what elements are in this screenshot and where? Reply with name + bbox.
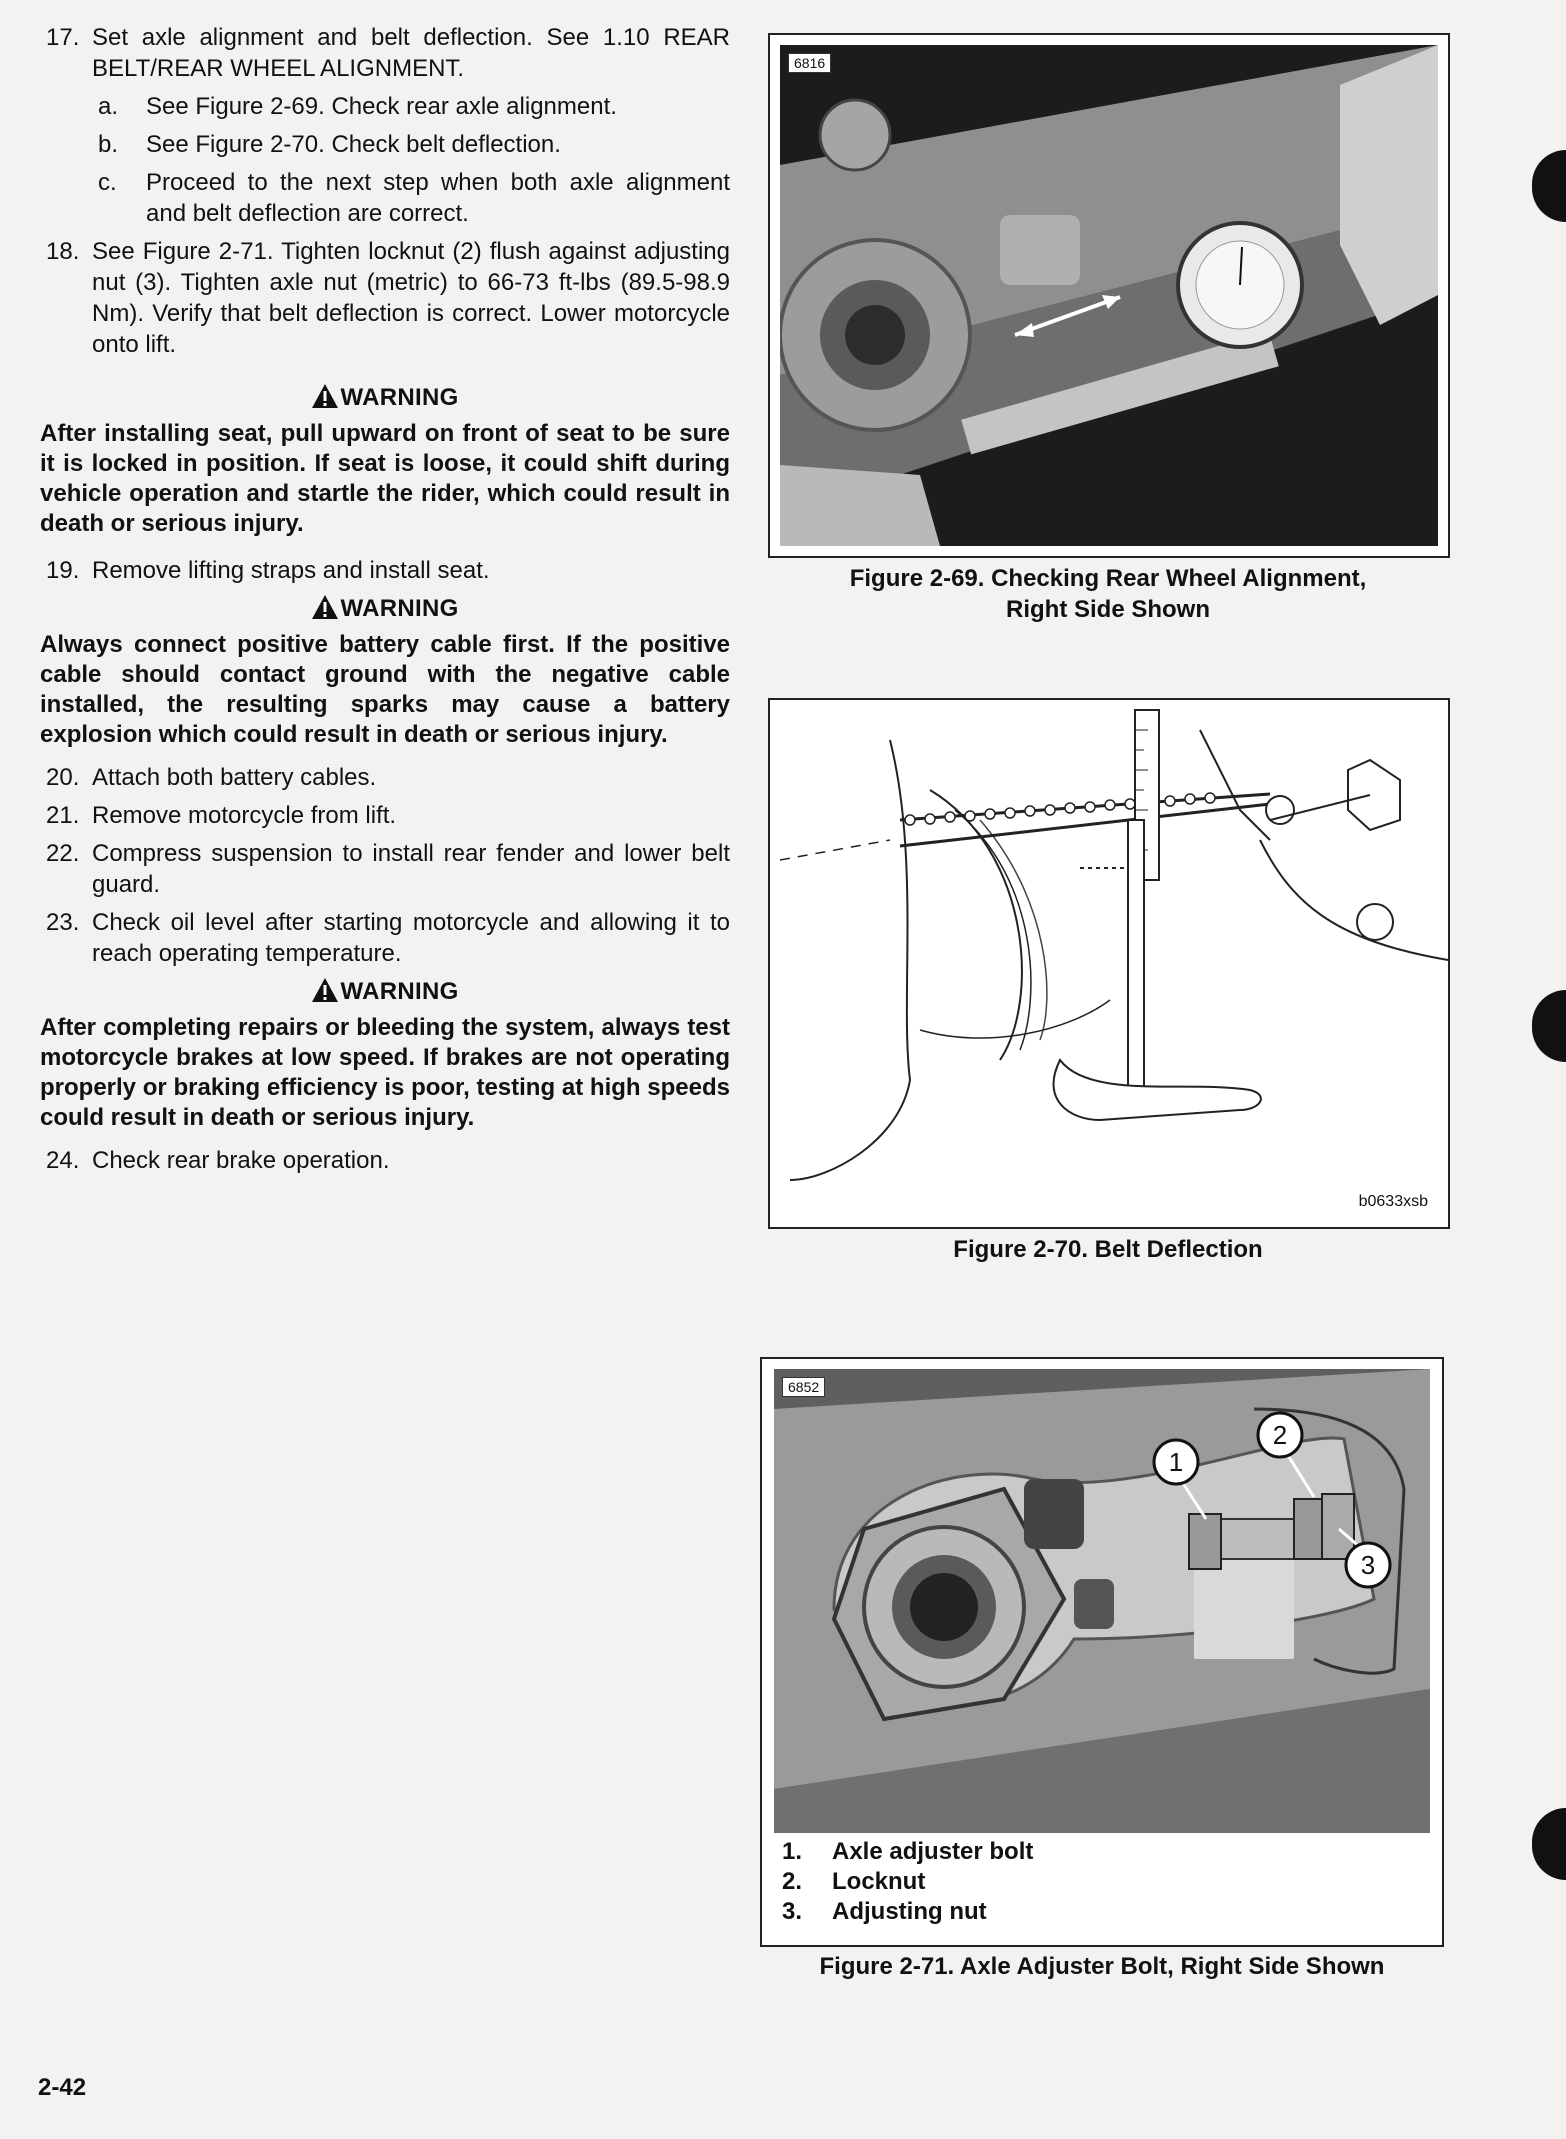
axle-adjuster-photo [774, 1369, 1430, 1833]
figure-2-69-caption: Figure 2-69. Checking Rear Wheel Alignment, Right Side Shown [849, 565, 1367, 623]
warning-text: After completing repairs or bleeding the system, always test motorcycle brakes at low speed. If brakes are not operating properly or braking efficiency is poor, testing at high speeds could result in death or serious injury. [40, 1014, 730, 1131]
figure-legend [782, 1837, 1033, 1927]
legend-item: 1. Axle adjuster bolt [782, 1838, 1034, 1865]
step-number: 20. [46, 764, 80, 791]
step-22 [40, 838, 730, 900]
step-24 [40, 1145, 730, 1176]
belt-deflection-illustration [770, 700, 1448, 1227]
warning-triangle-icon [311, 383, 339, 409]
figure-2-71-caption: Figure 2-71. Axle Adjuster Bolt, Right Side Shown [819, 1953, 1385, 1980]
substep-text: See Figure 2-69. Check rear axle alignment. [146, 93, 617, 120]
legend-item: 3. Adjusting nut [782, 1898, 987, 1925]
binder-hole-mark [1532, 1808, 1566, 1880]
substep-b [40, 129, 730, 160]
step-21 [40, 800, 730, 831]
photo-id-tag: 6852 [782, 1377, 825, 1397]
callout-3-label: 3 [1360, 1550, 1376, 1580]
step-number: 17. [46, 24, 80, 51]
substep-text: See Figure 2-70. Check belt deflection. [146, 131, 561, 158]
callout-overlay [774, 1369, 1430, 1833]
step-18 [40, 236, 730, 360]
step-text: Remove motorcycle from lift. [92, 802, 397, 829]
step-number: 24. [46, 1147, 80, 1174]
step-number: 18. [46, 238, 80, 265]
illustration-id-tag: b0633xsb [1358, 1193, 1428, 1210]
step-text: Set axle alignment and belt deflection. See 1.10 REAR BELT/REAR WHEEL ALIGNMENT. [92, 24, 730, 82]
rear-wheel-alignment-photo [780, 45, 1438, 546]
binder-hole-mark [1532, 150, 1566, 222]
binder-hole-mark [1532, 990, 1566, 1062]
step-number: 22. [46, 840, 80, 867]
step-number: 23. [46, 909, 80, 936]
warning-text: Always connect positive battery cable first. If the positive cable should contact ground with the negative cable installed, the resulting sparks may cause a battery explosion which could result in death or serious injury. [40, 631, 730, 748]
step-text: Remove lifting straps and install seat. [92, 557, 490, 584]
step-text: Compress suspension to install rear fender and lower belt guard. [92, 840, 730, 898]
page-number: 2-42 [38, 2074, 87, 2101]
step-17 [40, 22, 730, 84]
step-text: Attach both battery cables. [92, 764, 377, 791]
legend-item: 2. Locknut [782, 1868, 926, 1895]
warning-text: After installing seat, pull upward on front of seat to be sure it is locked in position. If seat is loose, it could shift during vehicle operation and startle the rider, which could result in death or serious injury. [40, 420, 730, 537]
substep-text: Proceed to the next step when both axle alignment and belt deflection are correct. [146, 169, 730, 227]
substep-letter: a. [98, 93, 119, 120]
warning-triangle-icon [311, 977, 339, 1003]
step-text: Check rear brake operation. [92, 1147, 390, 1174]
substep-letter: b. [98, 131, 119, 158]
figure-2-70-caption: Figure 2-70. Belt Deflection [953, 1236, 1263, 1263]
warning-triangle-icon [311, 594, 339, 620]
instruction-column [40, 22, 730, 1183]
substep-a [40, 91, 730, 122]
warning-heading: WARNING [40, 593, 730, 624]
callout-2-label: 2 [1272, 1420, 1288, 1450]
warning-heading: WARNING [40, 976, 730, 1007]
step-20 [40, 762, 730, 793]
figure-2-69 [768, 33, 1450, 558]
substep-c [40, 167, 730, 229]
step-text: See Figure 2-71. Tighten locknut (2) flush against adjusting nut (3). Tighten axle nut (metric) to 66-73 ft-lbs (89.5-98.9 Nm). Verify that belt deflection is correct. Lower motorcycle onto lift. [92, 238, 730, 358]
step-23 [40, 907, 730, 969]
alignment-photo-drawing [780, 45, 1438, 546]
step-number: 21. [46, 802, 80, 829]
step-number: 19. [46, 557, 80, 584]
figure-2-71 [760, 1357, 1444, 1947]
substep-letter: c. [98, 169, 117, 196]
photo-id-tag: 6816 [788, 53, 831, 73]
warning-heading: WARNING [40, 382, 730, 413]
step-text: Check oil level after starting motorcycle and allowing it to reach operating temperature. [92, 909, 730, 967]
figure-2-70 [768, 698, 1450, 1229]
callout-1-label: 1 [1168, 1447, 1184, 1477]
step-19 [40, 555, 730, 586]
